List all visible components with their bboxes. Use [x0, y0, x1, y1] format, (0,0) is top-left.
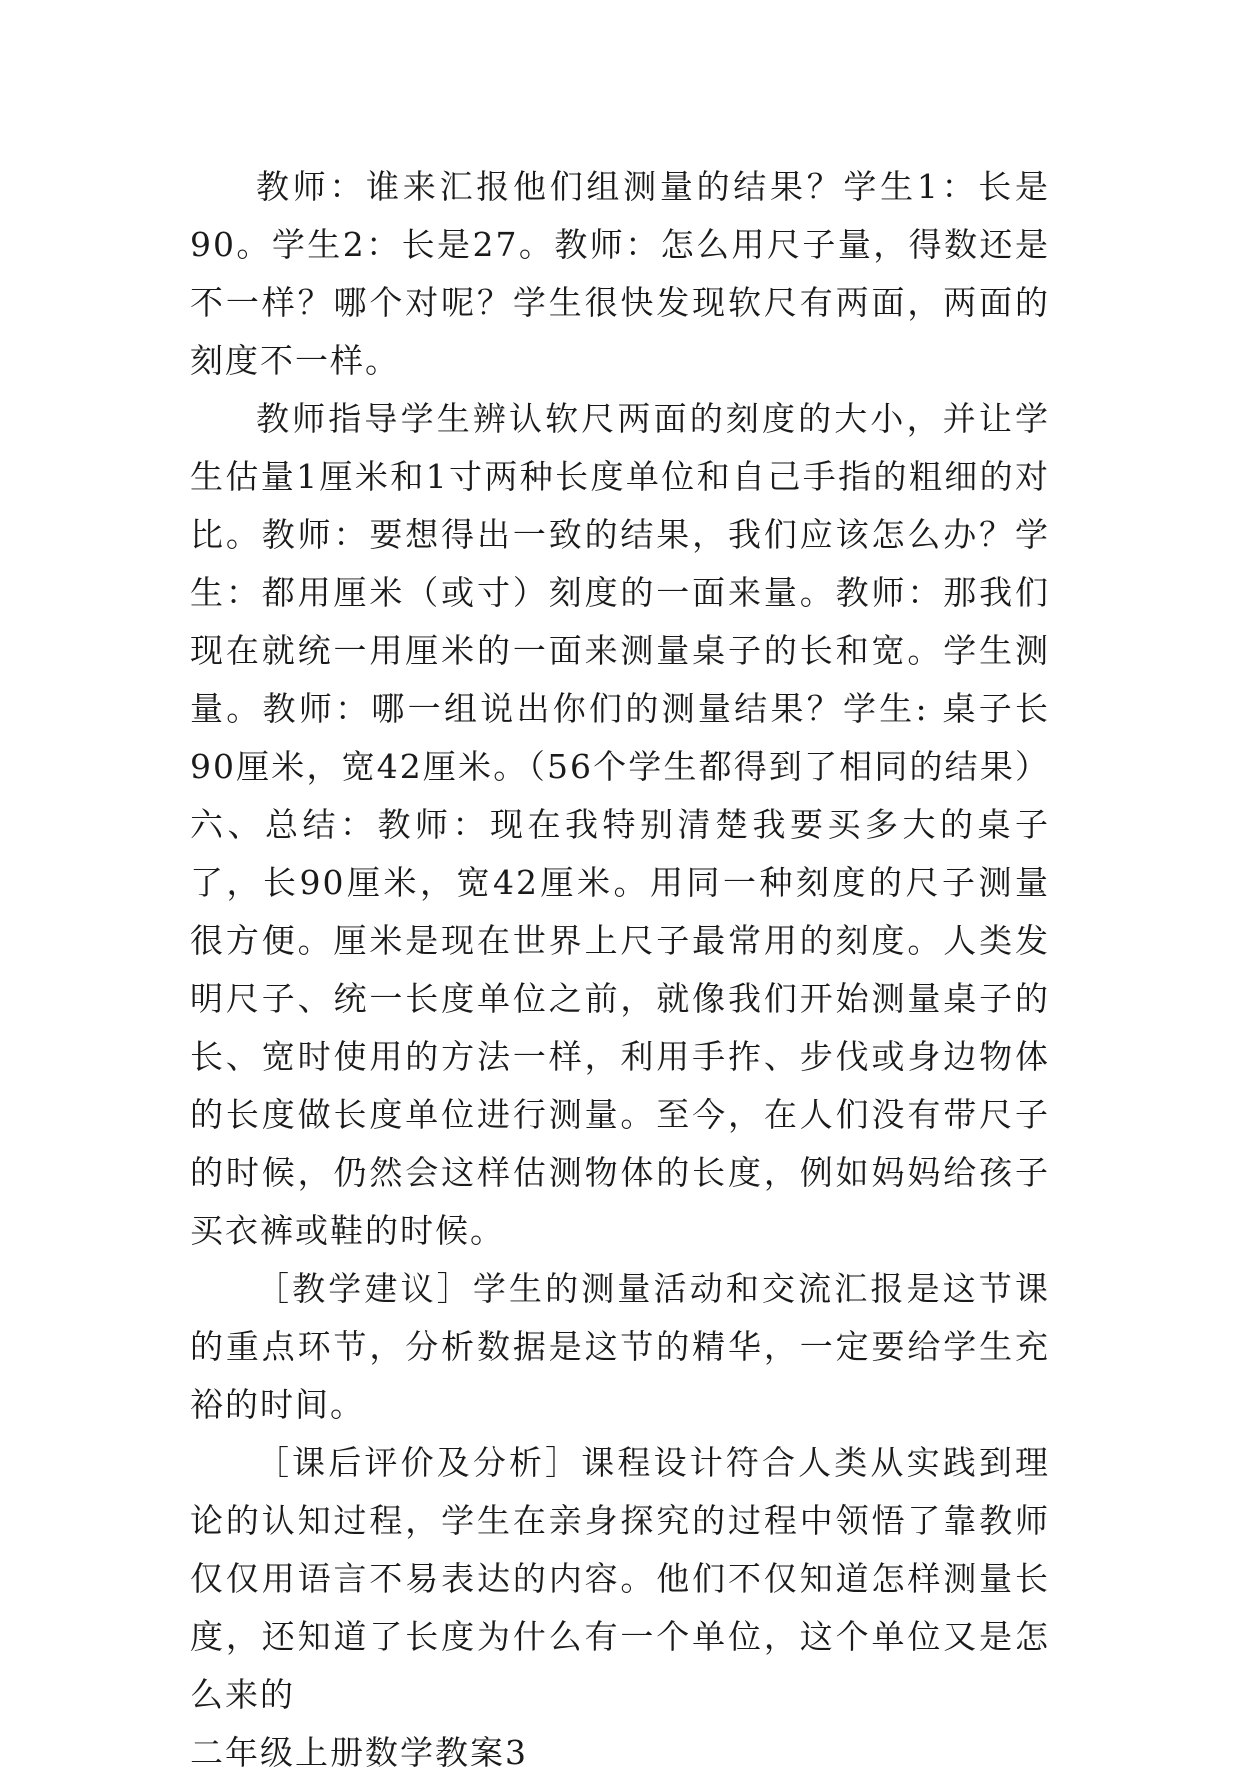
paragraph-report-results: 教师：谁来汇报他们组测量的结果？学生1：长是90。学生2：长是27。教师：怎么用尺子量，得数还是不一样？哪个对呢？学生很快发现软尺有两面，两面的刻度不一样。: [190, 167, 1050, 380]
paragraph-evaluation-analysis: ［课后评价及分析］课程设计符合人类从实践到理论的认知过程，学生在亲身探究的过程中领悟了靠教师仅仅用语言不易表达的内容。他们不仅知道怎样测量长度，还知道了长度为什么有一个单位，这个单位又是怎么来的: [190, 1443, 1050, 1714]
section-heading: 二年级上册数学教案3: [190, 1733, 528, 1772]
paragraph-teaching-suggestion: ［教学建议］学生的测量活动和交流汇报是这节课的重点环节，分析数据是这节的精华，一定要给学生充裕的时间。: [190, 1269, 1050, 1424]
paragraph-teacher-guidance: 教师指导学生辨认软尺两面的刻度的大小，并让学生估量1厘米和1寸两种长度单位和自己手指的粗细的对比。教师：要想得出一致的结果，我们应该怎么办？学生：都用厘米（或寸）刻度的一面来量。教师：那我们现在就统一用厘米的一面来测量桌子的长和宽。学生测量。教师：哪一组说出你们的测量结果？学生: 桌子长90厘米，宽42厘米。（56个学生都得到了相同的结果）六、总结：教师：现在我特别清楚我要买多大的桌子了，长90厘米，宽42厘米。用同一种刻度的尺子测量很方便。厘米是现在世界上尺子最常用的刻度。人类发明尺子、统一长度单位之前，就像我们开始测量桌子的长、宽时使用的方法一样，利用手拃、步伐或身边物体的长度做长度单位进行测量。至今，在人们没有带尺子的时候，仍然会这样估测物体的长度，例如妈妈给孩子买衣裤或鞋的时候。: [190, 399, 1050, 1250]
document-body: [190, 158, 1050, 1782]
